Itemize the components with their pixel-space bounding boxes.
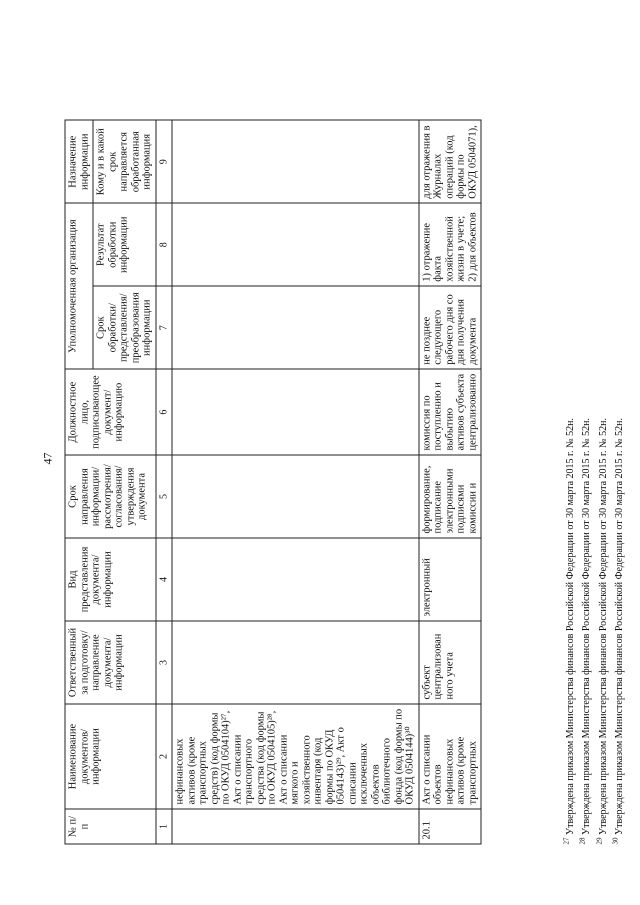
table-cell bbox=[172, 203, 419, 286]
table-cell-signer: комиссия по поступлению и выбытию активов субъекта централизованно bbox=[419, 369, 482, 455]
table-cell-processing-term: не позднее следующего рабочего дня со дня получения документа bbox=[419, 286, 482, 369]
column-number: 9 bbox=[156, 120, 173, 203]
footnote-text: Утверждена приказом Министерства финансов Российской Федерации от 30 марта 2015 г. № 52н. bbox=[581, 418, 593, 835]
header-col-responsible: Ответственный за подготовку/ направление документа/ информации bbox=[65, 621, 156, 704]
table-cell bbox=[172, 369, 419, 455]
header-col-deadline: Срок направления информации/ рассмотрения/ согласования/ утверждения документа bbox=[65, 455, 156, 538]
header-col-view: Вид представления документа/ информации bbox=[65, 538, 156, 621]
footnote-mark: 27 bbox=[562, 837, 571, 845]
footnote bbox=[577, 418, 593, 844]
column-number: 4 bbox=[156, 538, 173, 621]
table-cell-deadline: формирование, подписание электронными подписями комиссии и bbox=[419, 455, 482, 538]
column-number: 6 bbox=[156, 369, 173, 455]
table-cell-view: электронный bbox=[419, 538, 482, 621]
column-number: 3 bbox=[156, 621, 173, 704]
column-number: 5 bbox=[156, 455, 173, 538]
table-cell-result: 1) отражение факта хозяйственной жизни в учете; 2) для объектов bbox=[419, 203, 482, 286]
footnotes bbox=[561, 418, 626, 844]
header-col-processing-term: Срок обработки/ представления/ преобразования информации bbox=[93, 286, 156, 369]
column-number: 2 bbox=[156, 704, 173, 809]
footnote-mark: 30 bbox=[611, 837, 620, 845]
footnote bbox=[609, 418, 625, 844]
header-col-recipient: Кому и в какой срок направляется обработанная информация bbox=[93, 120, 156, 203]
footnote-mark: 29 bbox=[595, 837, 604, 845]
table-row-20-1 bbox=[419, 120, 482, 844]
table-cell bbox=[172, 120, 419, 203]
header-group-authorized-org: Уполномоченная организация bbox=[65, 203, 93, 369]
table-cell-responsible: субъект централизован ного учета bbox=[419, 621, 482, 704]
table-cell bbox=[172, 455, 419, 538]
header-col-signer: Должностное лицо, подписывающее документ/ информацию bbox=[65, 369, 156, 455]
table-cell bbox=[172, 621, 419, 704]
table-cell-doc-name: нефинансовых активов (кроме транспортных средств) (код формы по ОКУД 0504104)²⁷, Акт о списании транспортного средства (код формы по ОКУД 0504105)²⁸, Акт о списании мягкого и хозяйственного инвентаря (код формы по ОКУД 0504143)²⁹, Акт о списании исключенных объектов библиотечного фонда (код формы по ОКУД 0504144)³⁰ bbox=[172, 704, 419, 809]
header-col-purpose: Назначение информации bbox=[65, 120, 93, 203]
table-cell-number: 20.1 bbox=[419, 809, 482, 844]
table-cell-doc-name: Акт о списании объектов нефинансовых активов (кроме транспортных bbox=[419, 704, 482, 809]
footnote-text: Утверждена приказом Министерства финансов Российской Федерации от 30 марта 2015 г. № 52н. bbox=[597, 418, 609, 835]
page-number: 47 bbox=[40, 452, 55, 465]
table-cell bbox=[172, 538, 419, 621]
header-col-result: Результат обработки информации bbox=[93, 203, 156, 286]
procedure-table bbox=[65, 120, 482, 845]
footnote-text: Утверждена приказом Министерства финансов Российской Федерации от 30 марта 2015 г. № 52н. bbox=[564, 418, 576, 835]
footnote-text: Утверждена приказом Министерства финансов Российской Федерации от 30 марта 2015 г. № 52н. bbox=[613, 418, 625, 835]
rotated-page-content bbox=[1, 0, 640, 905]
header-col-doc-name: Наименование документов/ информации bbox=[65, 704, 156, 809]
footnote bbox=[561, 418, 577, 844]
table-cell bbox=[172, 286, 419, 369]
column-number-row bbox=[156, 120, 173, 844]
footnote-mark: 28 bbox=[578, 837, 587, 845]
column-number: 8 bbox=[156, 203, 173, 286]
table-header-row bbox=[65, 120, 93, 844]
footnote bbox=[593, 418, 609, 844]
header-col-number: № п/п bbox=[65, 809, 156, 844]
table-cell-recipient: для отражения в Журналах операций (код формы по ОКУД 0504071), bbox=[419, 120, 482, 203]
column-number: 7 bbox=[156, 286, 173, 369]
table-cell bbox=[172, 809, 419, 844]
column-number: 1 bbox=[156, 809, 173, 844]
table-row-continued bbox=[172, 120, 419, 844]
